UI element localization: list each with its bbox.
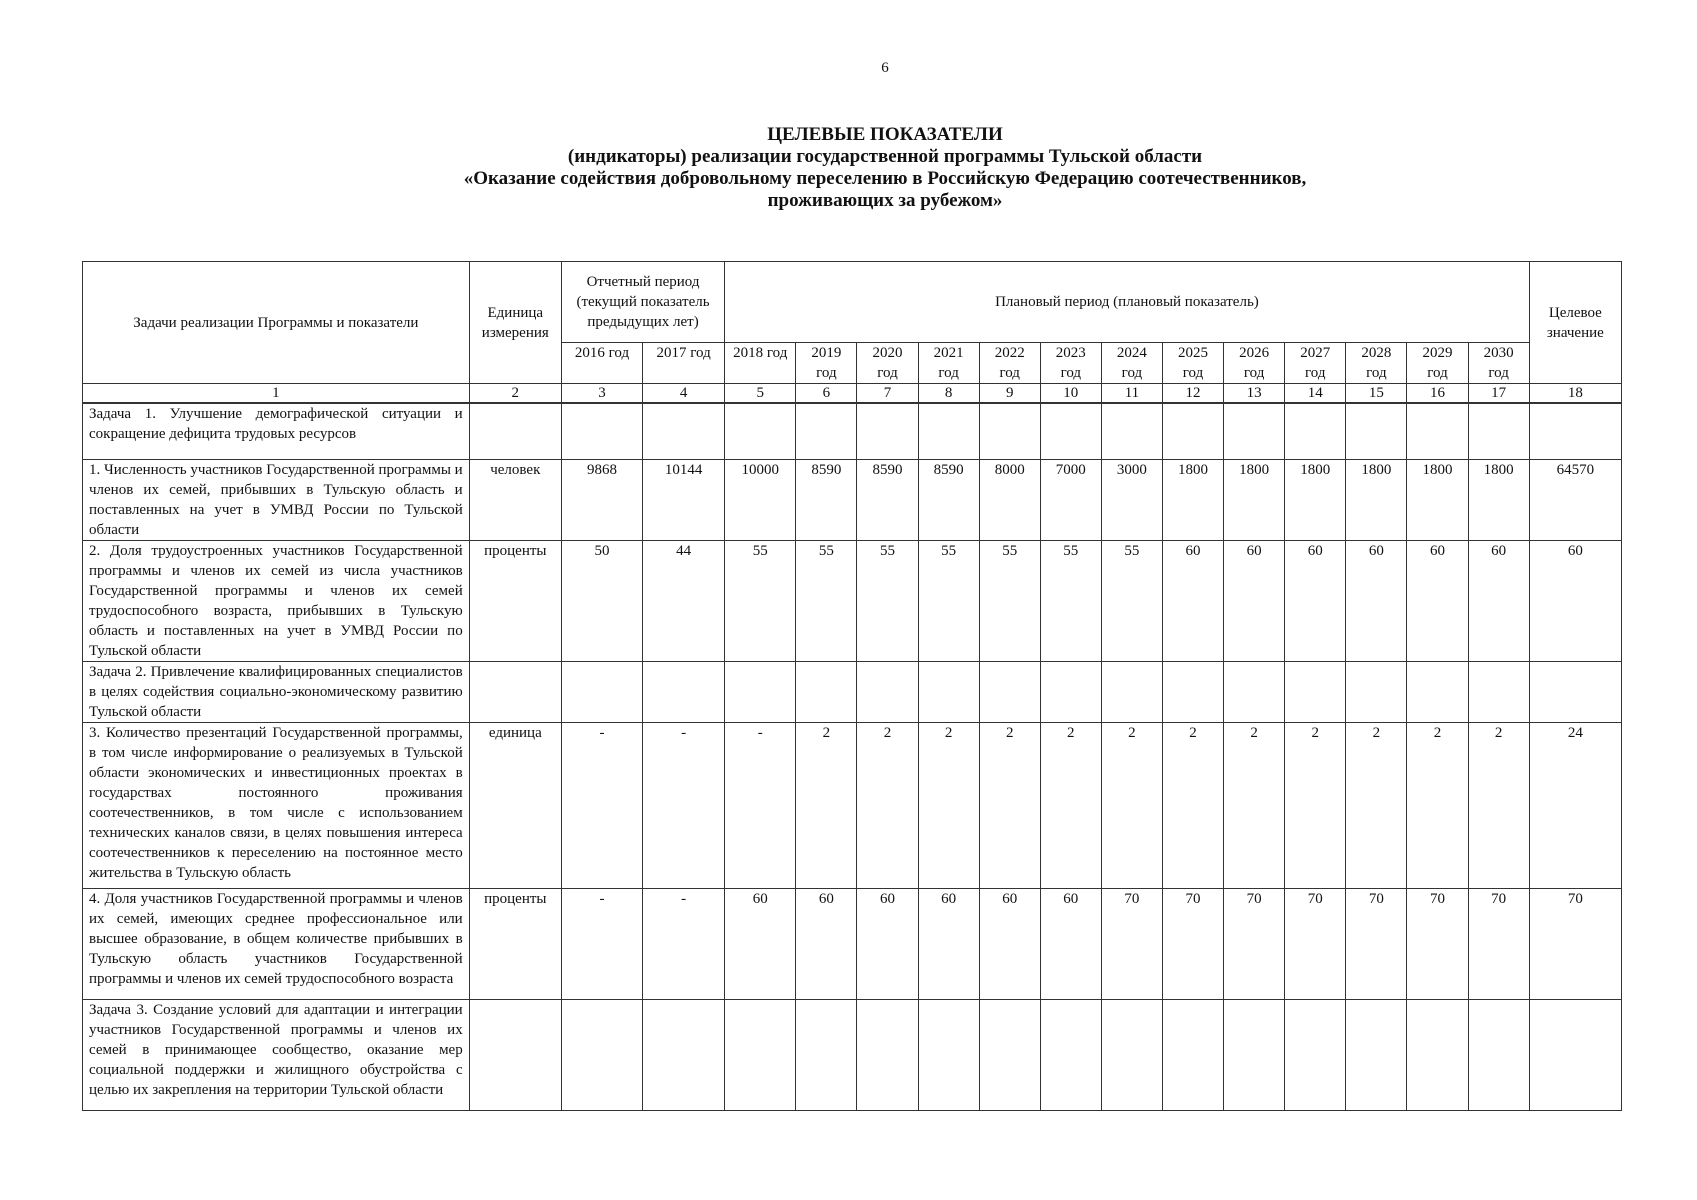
value-cell <box>1346 662 1407 723</box>
value-cell: 1800 <box>1162 460 1223 541</box>
value-cell <box>857 1000 918 1111</box>
value-cell: 8000 <box>979 460 1040 541</box>
column-number: 6 <box>796 384 857 404</box>
value-cell: 2 <box>918 723 979 889</box>
header-target: Целевое значение <box>1529 262 1621 384</box>
value-cell <box>1162 662 1223 723</box>
value-cell: 70 <box>1346 889 1407 1000</box>
title-line-3: «Оказание содействия добровольному переселению в Российскую Федерацию соотечественников, <box>463 168 1307 189</box>
value-cell <box>561 662 642 723</box>
indicator-row <box>83 723 1622 889</box>
value-cell: 2 <box>857 723 918 889</box>
indicator-row <box>83 460 1622 541</box>
column-number: 18 <box>1529 384 1621 404</box>
value-cell <box>796 662 857 723</box>
indicator-text: 2. Доля трудоустроенных участников Государственной программы и членов их семей из числа участников Государственной программы и членов их семей трудоспособного возраста, прибывших в Тульскую область и поставленных на учет в УМВД России по Тульской области <box>83 541 470 662</box>
value-cell: 1800 <box>1468 460 1529 541</box>
indicator-text: 1. Численность участников Государственной программы и членов их семей, прибывших в Тульскую область и поставленных на учет в УМВД России по Тульской области <box>83 460 470 541</box>
header-year: 2018 год <box>725 343 796 384</box>
value-cell <box>561 1000 642 1111</box>
document-title <box>0 124 1697 212</box>
value-cell <box>979 662 1040 723</box>
value-cell <box>857 403 918 460</box>
value-cell <box>1407 1000 1468 1111</box>
task-text: Задача 2. Привлечение квалифицированных специалистов в целях содействия социально-экономическому развитию Тульской области <box>83 662 470 723</box>
column-number: 15 <box>1346 384 1407 404</box>
column-number: 3 <box>561 384 642 404</box>
task-text: Задача 1. Улучшение демографической ситуации и сокращение дефицита трудовых ресурсов <box>83 403 470 460</box>
value-cell: 2 <box>1101 723 1162 889</box>
value-cell: 2 <box>1285 723 1346 889</box>
value-cell: - <box>643 723 725 889</box>
unit-cell: человек <box>469 460 561 541</box>
page-number: 6 <box>881 60 889 76</box>
indicator-row <box>83 541 1622 662</box>
column-number: 4 <box>643 384 725 404</box>
indicators-table <box>82 261 1622 1111</box>
value-cell: 60 <box>1224 541 1285 662</box>
header-year: 2021 год <box>918 343 979 384</box>
value-cell <box>561 403 642 460</box>
value-cell: 70 <box>1162 889 1223 1000</box>
value-cell: 1800 <box>1346 460 1407 541</box>
value-cell: 8590 <box>857 460 918 541</box>
header-year: 2022 год <box>979 343 1040 384</box>
header-year: 2016 год <box>561 343 642 384</box>
value-cell: - <box>725 723 796 889</box>
value-cell <box>1407 403 1468 460</box>
value-cell: 60 <box>1346 541 1407 662</box>
value-cell <box>1162 1000 1223 1111</box>
value-cell <box>1101 662 1162 723</box>
value-cell <box>1407 662 1468 723</box>
header-year: 2029 год <box>1407 343 1468 384</box>
header-year: 2023 год <box>1040 343 1101 384</box>
column-number: 10 <box>1040 384 1101 404</box>
header-year: 2026 год <box>1224 343 1285 384</box>
value-cell: 55 <box>857 541 918 662</box>
value-cell <box>1101 403 1162 460</box>
value-cell: 60 <box>796 889 857 1000</box>
value-cell: 60 <box>1407 541 1468 662</box>
unit-cell: единица <box>469 723 561 889</box>
column-number: 9 <box>979 384 1040 404</box>
value-cell: 55 <box>1040 541 1101 662</box>
task-row <box>83 403 1622 460</box>
value-cell: - <box>561 723 642 889</box>
value-cell <box>1040 1000 1101 1111</box>
column-number: 8 <box>918 384 979 404</box>
value-cell <box>1040 403 1101 460</box>
value-cell: 60 <box>1162 541 1223 662</box>
unit-cell <box>469 662 561 723</box>
value-cell <box>643 662 725 723</box>
target-cell: 60 <box>1529 541 1621 662</box>
value-cell: 60 <box>1285 541 1346 662</box>
value-cell: 70 <box>1101 889 1162 1000</box>
column-number: 17 <box>1468 384 1529 404</box>
value-cell <box>1346 403 1407 460</box>
value-cell <box>796 403 857 460</box>
indicator-row <box>83 889 1622 1000</box>
value-cell: 1800 <box>1224 460 1285 541</box>
target-cell <box>1529 403 1621 460</box>
value-cell: 2 <box>1407 723 1468 889</box>
value-cell <box>725 403 796 460</box>
value-cell: 2 <box>1162 723 1223 889</box>
value-cell: 55 <box>918 541 979 662</box>
header-year: 2017 год <box>643 343 725 384</box>
column-number: 16 <box>1407 384 1468 404</box>
value-cell: 2 <box>1224 723 1285 889</box>
value-cell <box>918 1000 979 1111</box>
indicator-text: 4. Доля участников Государственной программы и членов их семей, имеющих среднее профессиональное или высшее образование, в общем количестве прибывших в Тульскую область участников Государственной программы и членов их семей трудоспособного возраста <box>83 889 470 1000</box>
unit-cell <box>469 1000 561 1111</box>
value-cell: 60 <box>1468 541 1529 662</box>
target-cell: 64570 <box>1529 460 1621 541</box>
value-cell: 60 <box>857 889 918 1000</box>
header-year: 2027 год <box>1285 343 1346 384</box>
unit-cell: проценты <box>469 541 561 662</box>
header-year: 2020 год <box>857 343 918 384</box>
value-cell: 10144 <box>643 460 725 541</box>
value-cell <box>979 1000 1040 1111</box>
value-cell: 8590 <box>796 460 857 541</box>
column-number: 5 <box>725 384 796 404</box>
title-line-2: (индикаторы) реализации государственной программы Тульской области <box>567 146 1203 167</box>
value-cell: 9868 <box>561 460 642 541</box>
task-row <box>83 1000 1622 1111</box>
target-cell: 70 <box>1529 889 1621 1000</box>
value-cell: 8590 <box>918 460 979 541</box>
value-cell <box>1346 1000 1407 1111</box>
value-cell: 2 <box>1346 723 1407 889</box>
header-tasks: Задачи реализации Программы и показатели <box>83 262 470 384</box>
column-number: 14 <box>1285 384 1346 404</box>
value-cell <box>1285 403 1346 460</box>
value-cell: 55 <box>796 541 857 662</box>
value-cell <box>1285 662 1346 723</box>
task-text: Задача 3. Создание условий для адаптации и интеграции участников Государственной программы и членов их семей в принимающее сообщество, оказание мер социальной поддержки и жилищного обустройства с целью их закрепления на территории Тульской области <box>83 1000 470 1111</box>
value-cell: 70 <box>1285 889 1346 1000</box>
task-row <box>83 662 1622 723</box>
value-cell <box>1285 1000 1346 1111</box>
value-cell: 1800 <box>1285 460 1346 541</box>
value-cell: 55 <box>979 541 1040 662</box>
value-cell: 55 <box>1101 541 1162 662</box>
value-cell <box>1468 662 1529 723</box>
title-line-1: ЦЕЛЕВЫЕ ПОКАЗАТЕЛИ <box>767 124 1003 145</box>
value-cell: 44 <box>643 541 725 662</box>
value-cell <box>979 403 1040 460</box>
header-year: 2024 год <box>1101 343 1162 384</box>
value-cell <box>1101 1000 1162 1111</box>
value-cell: 70 <box>1468 889 1529 1000</box>
value-cell: 55 <box>725 541 796 662</box>
unit-cell: проценты <box>469 889 561 1000</box>
value-cell: 60 <box>979 889 1040 1000</box>
value-cell: 60 <box>918 889 979 1000</box>
value-cell: 2 <box>1040 723 1101 889</box>
unit-cell <box>469 403 561 460</box>
value-cell <box>1224 1000 1285 1111</box>
column-number: 7 <box>857 384 918 404</box>
value-cell <box>1224 662 1285 723</box>
value-cell <box>857 662 918 723</box>
value-cell: 70 <box>1407 889 1468 1000</box>
value-cell <box>918 403 979 460</box>
value-cell <box>1468 1000 1529 1111</box>
value-cell <box>725 662 796 723</box>
column-number: 2 <box>469 384 561 404</box>
header-unit: Единица измерения <box>469 262 561 384</box>
column-number: 1 <box>83 384 470 404</box>
value-cell: 60 <box>725 889 796 1000</box>
value-cell: - <box>643 889 725 1000</box>
value-cell: 3000 <box>1101 460 1162 541</box>
column-number: 11 <box>1101 384 1162 404</box>
header-year: 2019 год <box>796 343 857 384</box>
value-cell: 70 <box>1224 889 1285 1000</box>
value-cell: 50 <box>561 541 642 662</box>
header-report-period: Отчетный период (текущий показатель предыдущих лет) <box>561 262 724 343</box>
value-cell: 2 <box>979 723 1040 889</box>
header-year: 2030 год <box>1468 343 1529 384</box>
value-cell <box>796 1000 857 1111</box>
value-cell: 10000 <box>725 460 796 541</box>
value-cell: 7000 <box>1040 460 1101 541</box>
target-cell <box>1529 662 1621 723</box>
header-plan-period: Плановый период (плановый показатель) <box>725 262 1530 343</box>
value-cell <box>643 403 725 460</box>
header-year: 2028 год <box>1346 343 1407 384</box>
value-cell <box>1468 403 1529 460</box>
header-year: 2025 год <box>1162 343 1223 384</box>
value-cell <box>1224 403 1285 460</box>
target-cell <box>1529 1000 1621 1111</box>
value-cell: 1800 <box>1407 460 1468 541</box>
value-cell <box>643 1000 725 1111</box>
value-cell <box>918 662 979 723</box>
value-cell <box>725 1000 796 1111</box>
value-cell: 2 <box>1468 723 1529 889</box>
value-cell: 60 <box>1040 889 1101 1000</box>
column-number: 12 <box>1162 384 1223 404</box>
target-cell: 24 <box>1529 723 1621 889</box>
indicator-text: 3. Количество презентаций Государственной программы, в том числе информирование о реализуемых в Тульской области экономических и инвестиционных проектах в государствах постоянного проживания соотечественников, в том числе с использованием технических каналов связи, в целях повышения интереса соотечественников к переселению на постоянное место жительства в Тульскую область <box>83 723 470 889</box>
value-cell <box>1162 403 1223 460</box>
title-line-4: проживающих за рубежом» <box>767 190 1003 211</box>
value-cell: 2 <box>796 723 857 889</box>
value-cell: - <box>561 889 642 1000</box>
column-number: 13 <box>1224 384 1285 404</box>
value-cell <box>1040 662 1101 723</box>
